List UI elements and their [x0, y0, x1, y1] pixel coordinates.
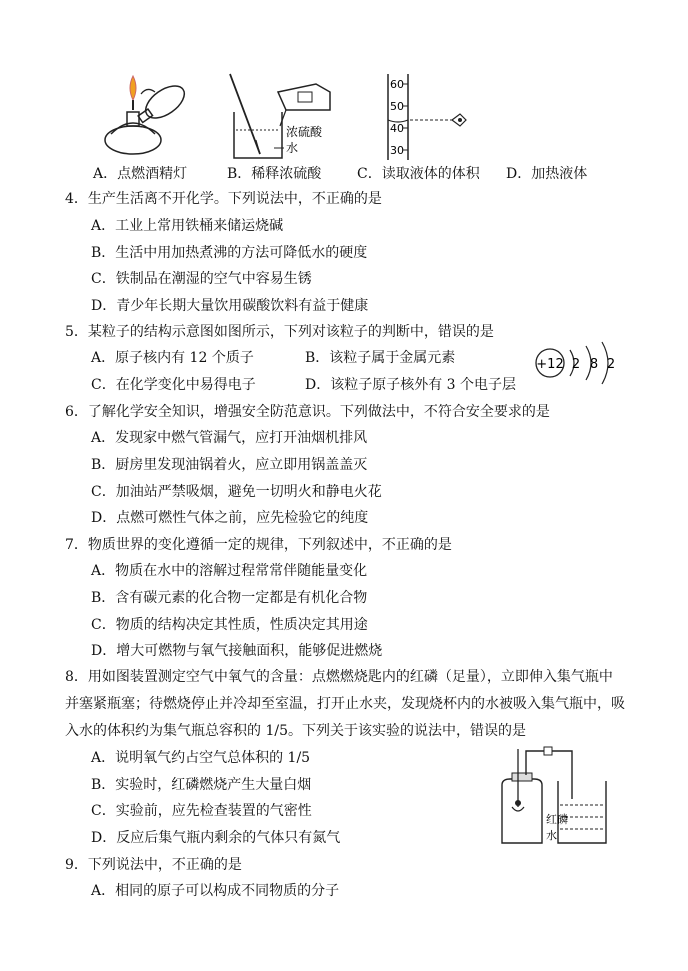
q7-option-b: B．含有碳元素的化合物一定都是有机化合物 [91, 590, 368, 606]
label-conc-sulfuric-acid: 浓硫酸 [286, 125, 323, 139]
scale-60: 60 [390, 78, 404, 91]
scale-30: 30 [390, 144, 404, 157]
q6-option-b: B．厨房里发现油锅着火，应立即用锅盖盖灭 [91, 457, 368, 473]
figure-c-cylinder [380, 74, 480, 164]
q8-apparatus-diagram [496, 745, 626, 850]
shell-3-electrons: 2 [606, 357, 616, 372]
q4-option-c: C．铁制品在潮湿的空气中容易生锈 [91, 271, 312, 287]
q9-option-a: A．相同的原子可以构成不同物质的分子 [91, 883, 340, 899]
q8-option-c: C．实验前，应先检查装置的气密性 [91, 803, 312, 819]
q4-option-a: A．工业上常用铁桶来储运烧碱 [91, 218, 284, 234]
q6-option-c: C．加油站严禁吸烟，避免一切明火和静电火花 [91, 484, 382, 500]
q7-stem: 7．物质世界的变化遵循一定的规律，下列叙述中，不正确的是 [65, 537, 452, 553]
shell-1-electrons: 2 [571, 357, 581, 372]
q6-stem: 6．了解化学安全知识，增强安全防范意识。下列做法中，不符合安全要求的是 [65, 404, 550, 420]
q8-stem-line-1: 8．用如图装置测定空气中氧气的含量：点燃燃烧匙内的红磷（足量），立即伸入集气瓶中 [65, 669, 613, 685]
figure-a-alcohol-lamps [95, 72, 195, 162]
q5-option-c: C．在化学变化中易得电子 [91, 377, 256, 393]
q9-stem: 9．下列说法中，不正确的是 [65, 857, 242, 873]
scale-40: 40 [390, 122, 404, 135]
shell-2-electrons: 8 [589, 357, 599, 372]
figure-b-dilution [220, 70, 340, 165]
scale-50: 50 [390, 100, 404, 113]
q8-option-a: A．说明氧气约占空气总体积的 1/5 [91, 750, 311, 766]
q8-stem-line-2: 并塞紧瓶塞；待燃烧停止并冷却至室温，打开止水夹，发现烧杯内的水被吸入集气瓶中，吸 [65, 696, 625, 712]
q7-option-a: A．物质在水中的溶解过程常常伴随能量变化 [91, 563, 368, 579]
q5-option-d: D．该粒子原子核外有 3 个电子层 [305, 377, 517, 393]
caption-a: A．点燃酒精灯 [93, 166, 188, 182]
label-water-q8: 水 [546, 829, 557, 842]
q5-atom-structure-diagram [530, 338, 630, 388]
q7-option-d: D．增大可燃物与氧气接触面积，能够促进燃烧 [91, 643, 383, 659]
caption-c: C．读取液体的体积 [357, 166, 480, 182]
q5-option-b: B．该粒子属于金属元素 [305, 350, 456, 366]
label-red-phosphorus: 红磷 [546, 813, 568, 826]
q5-stem: 5．某粒子的结构示意图如图所示，下列对该粒子的判断中，错误的是 [65, 324, 494, 340]
q4-option-d: D．青少年长期大量饮用碳酸饮料有益于健康 [91, 298, 369, 314]
nucleus-charge: +12 [536, 357, 564, 372]
q8-option-d: D．反应后集气瓶内剩余的气体只有氮气 [91, 830, 341, 846]
figures-row [0, 60, 688, 170]
q8-option-b: B．实验时，红磷燃烧产生大量白烟 [91, 777, 312, 793]
q7-option-c: C．物质的结构决定其性质，性质决定其用途 [91, 617, 368, 633]
q6-option-a: A．发现家中燃气管漏气，应打开油烟机排风 [91, 430, 368, 446]
q4-option-b: B．生活中用加热煮沸的方法可降低水的硬度 [91, 245, 368, 261]
q8-stem-line-3: 入水的体积约为集气瓶总容积的 1/5。下列关于该实验的说法中，错误的是 [65, 723, 526, 739]
caption-b: B．稀释浓硫酸 [227, 166, 322, 182]
q5-option-a: A．原子核内有 12 个质子 [91, 350, 254, 366]
q4-stem: 4．生产生活离不开化学。下列说法中，不正确的是 [65, 191, 382, 207]
caption-d: D．加热液体 [506, 166, 588, 182]
q6-option-d: D．点燃可燃性气体之前，应先检验它的纯度 [91, 510, 369, 526]
label-water: 水 [286, 141, 299, 155]
